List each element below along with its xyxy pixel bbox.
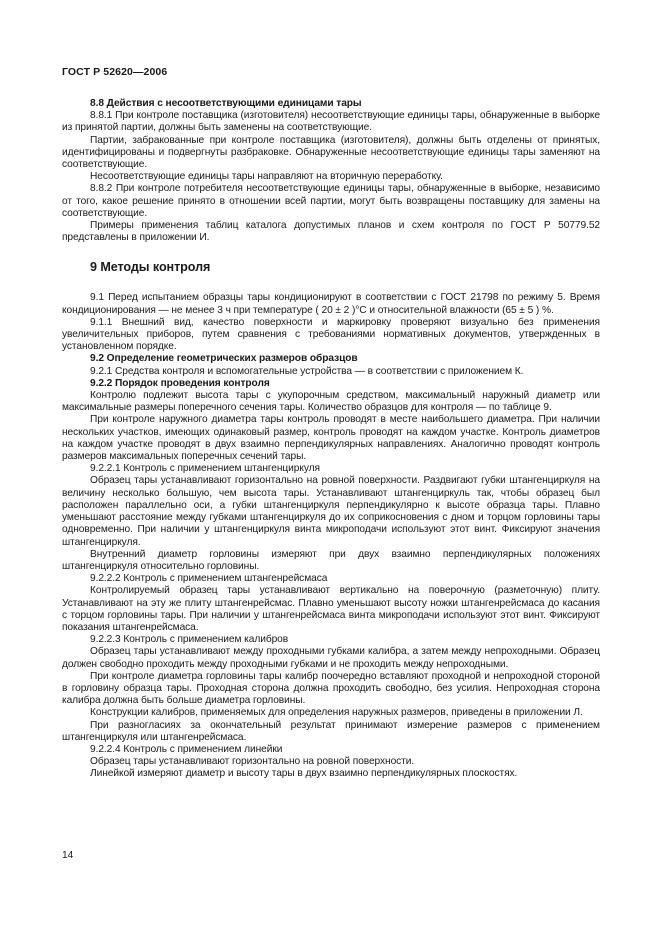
subsection-heading: 9.2.2 Порядок проведения контроля bbox=[90, 377, 270, 389]
paragraph: 9.2.2.1 Контроль с применением штангенциркуля bbox=[90, 463, 320, 475]
paragraph: Несоответствующие единицы тары направляют на вторичную переработку. bbox=[90, 171, 443, 183]
paragraph: Линейкой измеряют диаметр и высоту тары в двух взаимно перпендикулярных плоскостях. bbox=[90, 768, 518, 780]
paragraph: 9.1.1 Внешний вид, качество поверхности и маркировку проверяют визуально без применения увеличительных приборов, путем сравнения с требованиями нормативных документов, утвержденных в установленном порядке. bbox=[62, 316, 600, 353]
paragraph: Образец тары устанавливают между проходными губками калибра, а затем между непроходными. Образец должен свободно проходить между проходными губками и не проходить между непроходными. bbox=[62, 646, 600, 670]
section-heading: 9 Методы контроля bbox=[90, 260, 211, 275]
paragraph: При контроле наружного диаметра тары контроль проводят в месте наибольшего диаметра. При наличии нескольких участков, имеющих одинаковый размер, контроль проводят на каждом участке. Контроль диаметров на каждом участке проводят в двух взаимно перпендикулярных направлениях. Аналогично проводят контроль размеров максимальных поперечных сечений тары. bbox=[62, 414, 600, 463]
paragraph: 9.2.2.3 Контроль с применением калибров bbox=[90, 634, 289, 646]
paragraph: 9.2.1 Средства контроля и вспомогательные устройства — в соответствии с приложением К. bbox=[90, 365, 524, 377]
document-body bbox=[62, 98, 600, 781]
subsection-heading: 9.2 Определение геометрических размеров образцов bbox=[90, 353, 358, 365]
paragraph: При контроле диаметра горловины тары калибр поочередно вставляют проходной и непроходной стороной в горловину образца тары. Проходная сторона должна проходить свободно, без усилия. Непроходная сторона калибра должна быть больше диаметра горловины. bbox=[62, 670, 600, 707]
subsection-heading: 8.8 Действия с несоответствующими единицами тары bbox=[90, 98, 362, 109]
paragraph: 8.8.2 При контроле потребителя несоответствующие единицы тары, обнаруженные в выборке, независимо от того, какое решение принято в отношении всей партии, могут быть возвращены поставщику для замены на соответствующие. bbox=[62, 183, 600, 219]
paragraph: Контролю подлежит высота тары с укупорочным средством, максимальный наружный диаметр или максимальные размеры поперечного сечения тары. Количество образцов для контроля — по таблице 9. bbox=[62, 390, 600, 414]
document-header: ГОСТ Р 52620—2006 bbox=[62, 66, 168, 78]
paragraph: 9.2.2.4 Контроль с применением линейки bbox=[90, 743, 283, 755]
paragraph: При разногласиях за окончательный результат принимают измерение размеров с применением штангенциркуля или штангенрейсмаса. bbox=[62, 719, 600, 743]
paragraph: Партии, забракованные при контроле поставщика (изготовителя), должны быть отделены от принятых, идентифицированы и подвергнуты разбраковке. Обнаруженные несоответствующие единицы тары заменяют на соответствующие. bbox=[62, 134, 600, 171]
paragraph: 9.1 Перед испытанием образцы тары кондиционируют в соответствии с ГОСТ 21798 по режиму 5. Время кондиционирования — не менее 3 ч при температуре ( 20 ± 2 )°С и относительной влажности (65 ± 5 ) %. bbox=[62, 292, 600, 316]
paragraph: Образец тары устанавливают горизонтально на ровной поверхности. Раздвигают губки штангенциркуля на величину несколько большую, чем высота тары. Устанавливают штангенциркуль так, чтобы образец был расположен параллельно оси, а губки штангенциркуля перпендикулярно к высоте образца тары. Плавно уменьшают расстояние между губками штангенциркуля до их соприкосновения с дном и торцом горловины тары одновременно. При наличии у штангенциркуля винта микроподачи используют этот винт. Фиксируют значения штангенциркуля. bbox=[62, 475, 600, 548]
paragraph: Образец тары устанавливают горизонтально на ровной поверхности. bbox=[90, 756, 415, 768]
paragraph: Контролируемый образец тары устанавливают вертикально на поверочную (разметочную) плиту. Устанавливают на эту же плиту штангенрейсмас. Плавно уменьшают высоту ножки штангенрейсмаса до касания с торцом горловины тары. При наличии у штангенрейсмаса винта микроподачи используют этот винт. Фиксируют показания штангенрейсмаса. bbox=[62, 585, 600, 633]
page-number: 14 bbox=[62, 850, 74, 861]
paragraph: 8.8.1 При контроле поставщика (изготовителя) несоответствующие единицы тары, обнаруженные в выборке из принятой партии, должны быть заменены на соответствующие. bbox=[62, 110, 600, 134]
paragraph: Внутренний диаметр горловины измеряют при двух взаимно перпендикулярных положениях штангенциркуля относительно горловины. bbox=[62, 548, 600, 572]
paragraph: 9.2.2.2 Контроль с применением штангенрейсмаса bbox=[90, 573, 328, 585]
paragraph: Конструкции калибров, применяемых для определения наружных размеров, приведены в приложении Л. bbox=[90, 707, 583, 719]
paragraph: Примеры применения таблиц каталога допустимых планов и схем контроля по ГОСТ Р 50779.52 представлены в приложении И. bbox=[62, 220, 600, 244]
